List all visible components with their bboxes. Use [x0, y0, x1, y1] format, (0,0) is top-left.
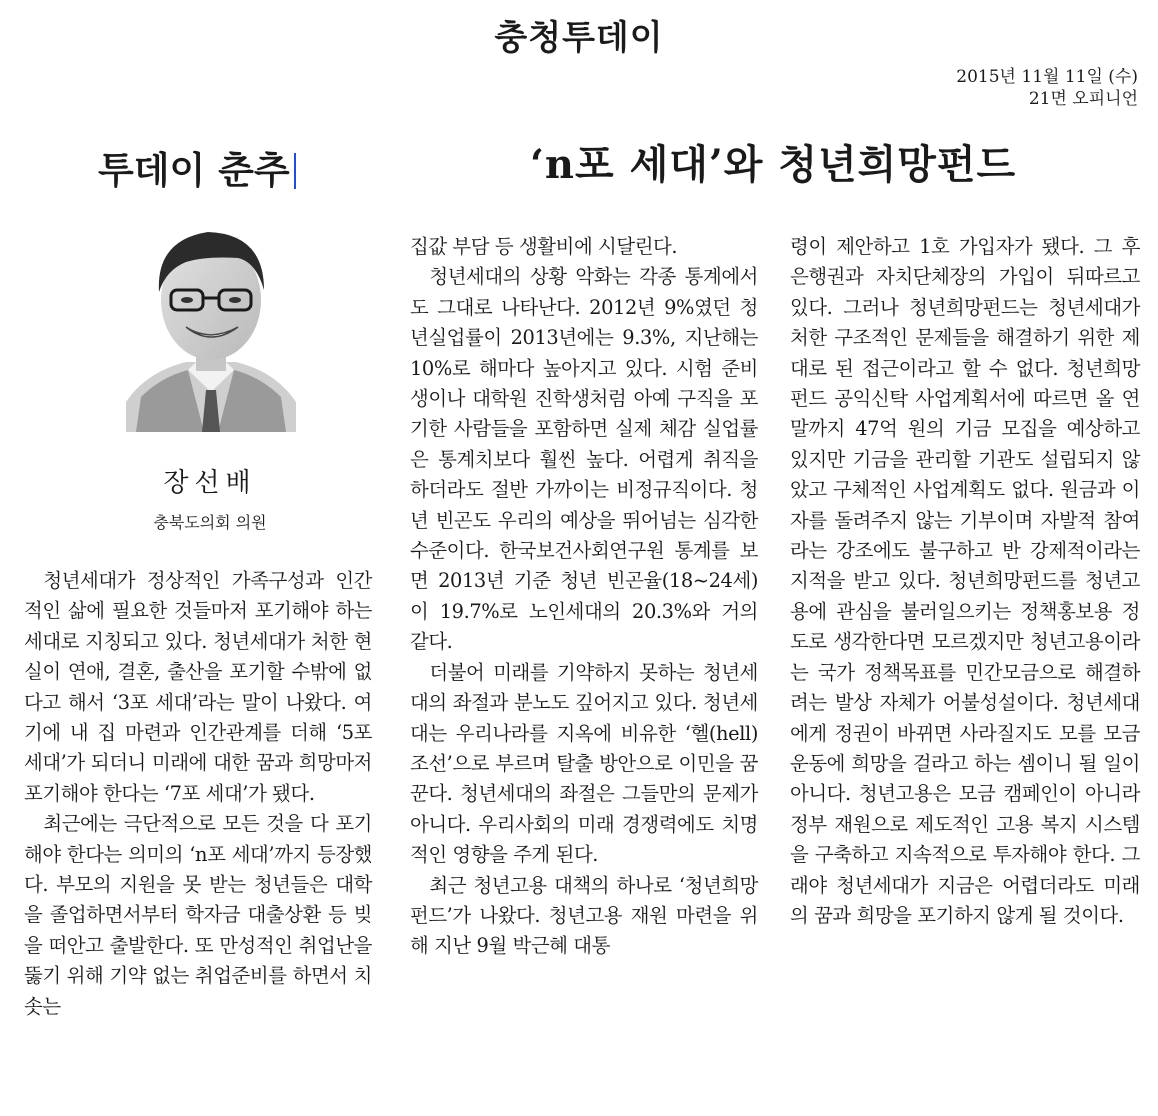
column-title-text: 투데이 춘추: [98, 149, 290, 192]
author-name: 장선배: [163, 468, 257, 498]
article-headline: ‘n포 세대’와 청년희망펀드: [530, 141, 1017, 188]
article-column-2: [410, 232, 758, 962]
author-title: 충북도의회 의원: [153, 513, 267, 532]
paragraph: 최근 청년고용 대책의 하나로 ‘청년희망펀드’가 나왔다. 청년고용 재원 마련을 위해 지난 9월 박근혜 대통: [410, 873, 758, 958]
paragraph: 집값 부담 등 생활비에 시달린다.: [410, 235, 678, 258]
paragraph: 최근에는 극단적으로 모든 것을 다 포기해야 한다는 의미의 ‘n포 세대’까지 등장했다. 부모의 지원을 못 받는 청년들은 대학을 졸업하면서부터 학자금 대출상환 등 빚을 떠안고 출발한다. 또 만성적인 취업난을 뚫기 위해 기약 없는 취업준비를 하면서 치솟는: [24, 812, 372, 1018]
text-cursor-icon: [294, 153, 296, 189]
page-section: 21면 오피니언: [1028, 89, 1138, 109]
column-title: [98, 140, 296, 194]
article-column-1: [24, 566, 372, 1022]
newspaper-masthead: 충청투데이: [494, 18, 664, 58]
publication-date: 2015년 11월 11일 (수): [956, 67, 1138, 87]
paragraph: 청년세대의 상황 악화는 각종 통계에서도 그대로 나타난다. 2012년 9%였던 청년실업률이 2013년에는 9.3%, 지난해는 10%로 해마다 높아지고 있다. 시험 준비생이나 대학원 진학생처럼 아예 구직을 포기한 사람들을 포함하면 실제 체감 실업률은 통계치보다 훨씬 높다. 어렵게 취직을 하더라도 절반 가까이는 비정규직이다. 청년 빈곤도 우리의 예상을 뛰어넘는 심각한 수준이다. 한국보건사회연구원 통계를 보면 2013년 기준 청년 빈곤율(18~24세)이 19.7%로 노인세대의 20.3%와 거의 같다.: [410, 265, 758, 654]
paragraph: 더불어 미래를 기약하지 못하는 청년세대의 좌절과 분노도 깊어지고 있다. 청년세대는 우리나라를 지옥에 비유한 ‘헬(hell)조선’으로 부르며 탈출 방안으로 이민을 꿈꾼다. 청년세대의 좌절은 그들만의 문제가 아니다. 우리사회의 미래 경쟁력에도 치명적인 영향을 주게 된다.: [410, 660, 758, 867]
paragraph: 령이 제안하고 1호 가입자가 됐다. 그 후 은행권과 자치단체장의 가입이 뒤따르고 있다. 그러나 청년희망펀드는 청년세대가 처한 구조적인 문제들을 해결하기 위한 제대로 된 접근이라고 할 수 없다. 청년희망펀드 공익신탁 사업계획서에 따르면 올 연말까지 47억 원의 기금 모집을 예상하고 있지만 기금을 관리할 기관도 설립되지 않았고 구체적인 사업계획도 없다. 원금과 이자를 돌려주지 않는 기부이며 자발적 참여라는 강조에도 불구하고 반 강제적이라는 지적을 받고 있다. 청년희망펀드를 청년고용에 관심을 불러일으키는 정책홍보용 정도로 생각한다면 모르겠지만 청년고용이라는 국가 정책목표를 민간모금으로 해결하려는 발상 자체가 어불성설이다. 청년세대에게 정권이 바뀌면 사라질지도 모를 모금운동에 희망을 걸라고 하는 셈이니 될 일이 아니다. 청년고용은 모금 캠페인이 아니라 정부 재원으로 제도적인 고용 복지 시스템을 구축하고 지속적으로 투자해야 한다. 그래야 청년세대가 지금은 어렵더라도 미래의 꿈과 희망을 포기하지 않게 될 것이다.: [790, 235, 1140, 927]
article-column-3: [790, 232, 1140, 931]
author-photo: [126, 212, 296, 432]
dateline: [956, 66, 1138, 110]
paragraph: 청년세대가 정상적인 가족구성과 인간적인 삶에 필요한 것들마저 포기해야 하는 세대로 지칭되고 있다. 청년세대가 처한 현실이 연애, 결혼, 출산을 포기할 수밖에 없다고 해서 ‘3포 세대’라는 말이 나왔다. 여기에 내 집 마련과 인간관계를 더해 ‘5포 세대’가 되더니 미래에 대한 꿈과 희망마저 포기해야 한다는 ‘7포 세대’가 됐다.: [24, 569, 372, 805]
author-portrait-icon: [126, 212, 296, 432]
